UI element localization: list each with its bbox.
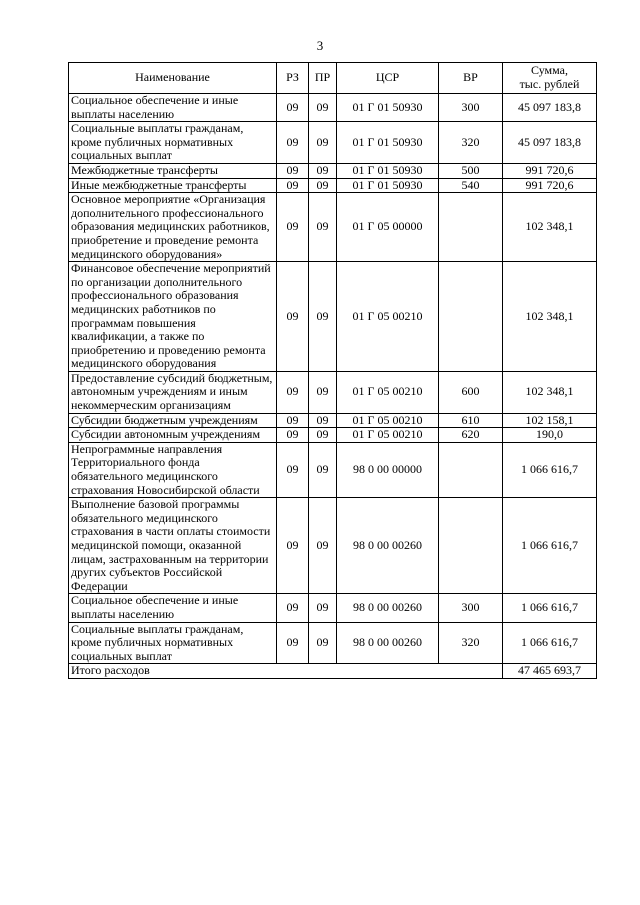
table-row <box>69 163 597 178</box>
header-vr: ВР <box>439 63 503 94</box>
cell-name: Межбюджетные трансферты <box>69 163 277 178</box>
cell-vr: 540 <box>439 178 503 193</box>
cell-rz: 09 <box>277 413 309 428</box>
cell-sum: 102 348,1 <box>503 371 597 413</box>
cell-pr: 09 <box>309 442 337 497</box>
cell-sum: 102 348,1 <box>503 193 597 262</box>
cell-pr: 09 <box>309 498 337 594</box>
cell-name: Выполнение базовой программы обязательного медицинского страхования в части оплаты стоимости медицинской помощи, оказанной лицам, застрахованным на территории других субъектов Российской Федерации <box>69 498 277 594</box>
cell-rz: 09 <box>277 163 309 178</box>
cell-csr: 98 0 00 00260 <box>337 622 439 664</box>
cell-csr: 01 Г 01 50930 <box>337 94 439 122</box>
cell-vr: 300 <box>439 594 503 622</box>
table-row <box>69 594 597 622</box>
cell-pr: 09 <box>309 163 337 178</box>
cell-rz: 09 <box>277 442 309 497</box>
cell-csr: 01 Г 01 50930 <box>337 122 439 164</box>
cell-pr: 09 <box>309 622 337 664</box>
cell-rz: 09 <box>277 94 309 122</box>
cell-sum: 102 158,1 <box>503 413 597 428</box>
table-row <box>69 413 597 428</box>
cell-name: Предоставление субсидий бюджетным, автономным учреждениям и иным некоммерческим организациям <box>69 371 277 413</box>
cell-sum: 991 720,6 <box>503 178 597 193</box>
cell-csr: 01 Г 05 00000 <box>337 193 439 262</box>
cell-vr: 610 <box>439 413 503 428</box>
cell-csr: 01 Г 05 00210 <box>337 371 439 413</box>
header-name: Наименование <box>69 63 277 94</box>
cell-pr: 09 <box>309 122 337 164</box>
cell-name: Финансовое обеспечение мероприятий по организации дополнительного профессионального образования медицинских работников по программам повышения квалификации, а также по приобретению и проведению ремонта медицинского оборудования <box>69 262 277 372</box>
cell-sum: 190,0 <box>503 428 597 443</box>
cell-csr: 01 Г 01 50930 <box>337 178 439 193</box>
header-rz: РЗ <box>277 63 309 94</box>
cell-csr: 01 Г 05 00210 <box>337 413 439 428</box>
cell-pr: 09 <box>309 178 337 193</box>
cell-vr: 320 <box>439 622 503 664</box>
table-row <box>69 498 597 594</box>
page-number: 3 <box>316 38 324 53</box>
header-sum-line2: тыс. рублей <box>519 77 580 91</box>
cell-name: Субсидии бюджетным учреждениям <box>69 413 277 428</box>
cell-pr: 09 <box>309 594 337 622</box>
cell-vr <box>439 498 503 594</box>
cell-rz: 09 <box>277 262 309 372</box>
cell-sum: 1 066 616,7 <box>503 622 597 664</box>
cell-csr: 01 Г 05 00210 <box>337 262 439 372</box>
cell-sum: 45 097 183,8 <box>503 94 597 122</box>
cell-name: Основное мероприятие «Организация дополнительного профессионального образования медицинских работников, приобретение и проведение ремонта медицинского оборудования» <box>69 193 277 262</box>
cell-name: Социальное обеспечение и иные выплаты населению <box>69 94 277 122</box>
cell-pr: 09 <box>309 262 337 372</box>
cell-pr: 09 <box>309 193 337 262</box>
table-header-row <box>69 63 597 94</box>
total-label: Итого расходов <box>69 664 503 679</box>
cell-sum: 991 720,6 <box>503 163 597 178</box>
cell-vr: 620 <box>439 428 503 443</box>
cell-name: Социальные выплаты гражданам, кроме публичных нормативных социальных выплат <box>69 622 277 664</box>
table-row <box>69 371 597 413</box>
cell-name: Иные межбюджетные трансферты <box>69 178 277 193</box>
header-sum-line1: Сумма, <box>531 63 568 78</box>
table-row <box>69 94 597 122</box>
cell-rz: 09 <box>277 122 309 164</box>
cell-rz: 09 <box>277 498 309 594</box>
expenses-table <box>68 62 597 679</box>
cell-name: Субсидии автономным учреждениям <box>69 428 277 443</box>
cell-vr: 320 <box>439 122 503 164</box>
cell-csr: 98 0 00 00000 <box>337 442 439 497</box>
table-row <box>69 193 597 262</box>
cell-vr <box>439 193 503 262</box>
cell-name: Непрограммные направления Территориального фонда обязательного медицинского страхования Новосибирской области <box>69 442 277 497</box>
table-row <box>69 122 597 164</box>
cell-vr <box>439 262 503 372</box>
cell-csr: 01 Г 01 50930 <box>337 163 439 178</box>
cell-sum: 102 348,1 <box>503 262 597 372</box>
cell-csr: 98 0 00 00260 <box>337 498 439 594</box>
table-row <box>69 262 597 372</box>
cell-sum: 1 066 616,7 <box>503 442 597 497</box>
cell-vr: 600 <box>439 371 503 413</box>
cell-pr: 09 <box>309 413 337 428</box>
cell-pr: 09 <box>309 428 337 443</box>
cell-pr: 09 <box>309 94 337 122</box>
cell-rz: 09 <box>277 594 309 622</box>
table-body <box>69 94 597 679</box>
cell-rz: 09 <box>277 428 309 443</box>
cell-sum: 1 066 616,7 <box>503 594 597 622</box>
cell-vr: 500 <box>439 163 503 178</box>
cell-sum: 45 097 183,8 <box>503 122 597 164</box>
total-sum: 47 465 693,7 <box>503 664 597 679</box>
cell-name: Социальное обеспечение и иные выплаты населению <box>69 594 277 622</box>
table-row <box>69 178 597 193</box>
cell-rz: 09 <box>277 193 309 262</box>
cell-vr: 300 <box>439 94 503 122</box>
cell-rz: 09 <box>277 178 309 193</box>
cell-csr: 98 0 00 00260 <box>337 594 439 622</box>
table-row <box>69 622 597 664</box>
cell-sum: 1 066 616,7 <box>503 498 597 594</box>
cell-pr: 09 <box>309 371 337 413</box>
cell-rz: 09 <box>277 622 309 664</box>
total-row <box>69 664 597 679</box>
cell-csr: 01 Г 05 00210 <box>337 428 439 443</box>
cell-name: Социальные выплаты гражданам, кроме публичных нормативных социальных выплат <box>69 122 277 164</box>
header-pr: ПР <box>309 63 337 94</box>
cell-rz: 09 <box>277 371 309 413</box>
header-sum <box>503 63 597 94</box>
header-csr: ЦСР <box>337 63 439 94</box>
cell-vr <box>439 442 503 497</box>
table-row <box>69 428 597 443</box>
table-row <box>69 442 597 497</box>
